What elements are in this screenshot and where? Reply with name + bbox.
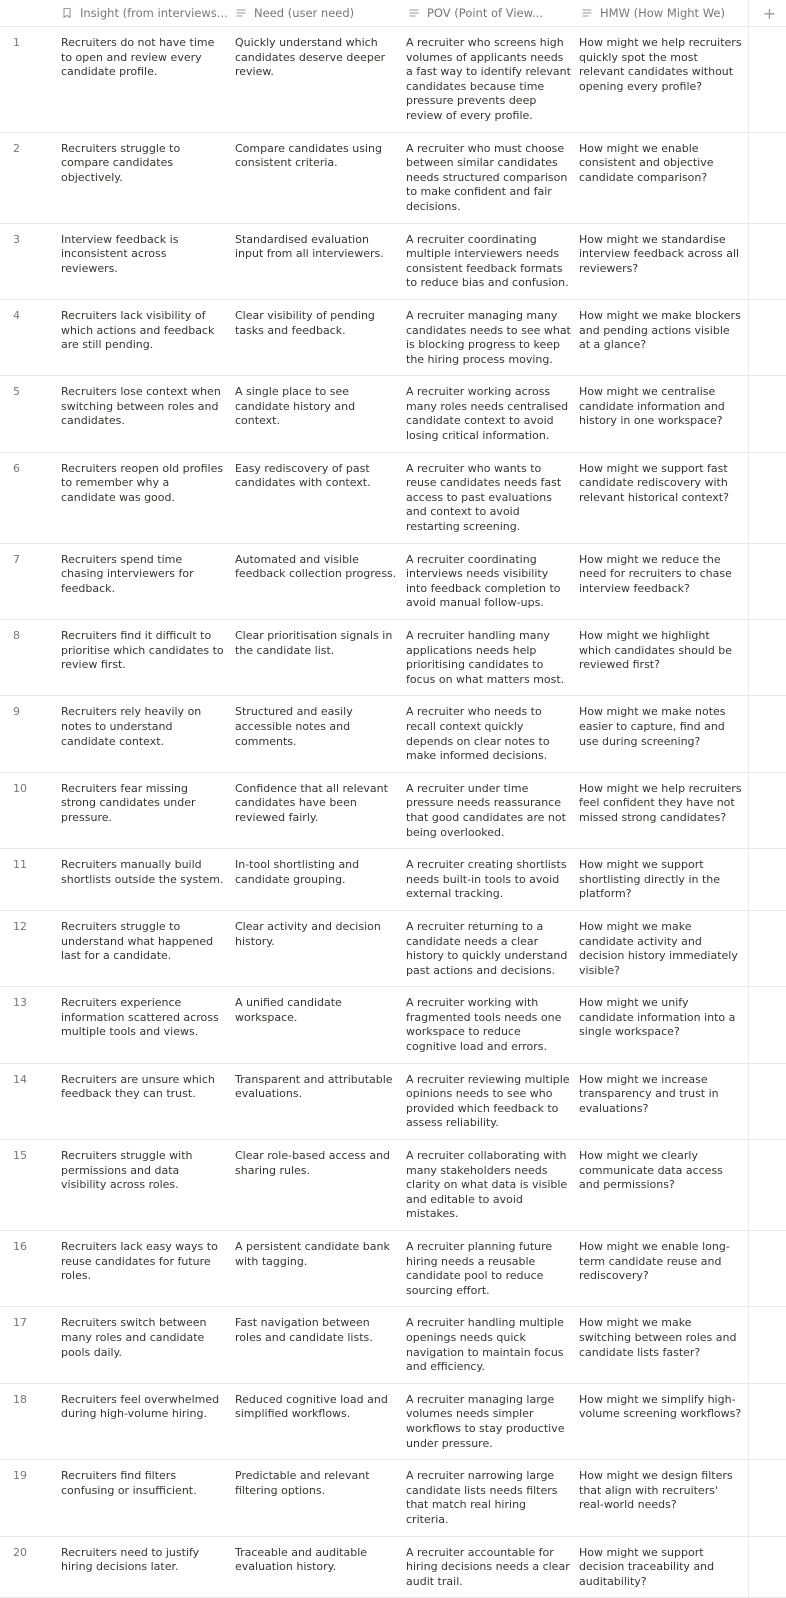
cell-hmw[interactable]: How might we make notes easier to capture, find and use during screening?: [577, 696, 749, 771]
cell-need[interactable]: Automated and visible feedback collection progress.: [231, 544, 404, 619]
add-column-button[interactable]: [749, 0, 786, 26]
cell-need[interactable]: Structured and easily accessible notes and comments.: [231, 696, 404, 771]
table-row[interactable]: [0, 1384, 786, 1460]
table-row[interactable]: [0, 911, 786, 987]
cell-pov[interactable]: A recruiter working across many roles needs centralised candidate context to avoid losing critical information.: [404, 376, 577, 451]
cell-insight[interactable]: Recruiters switch between many roles and candidate pools daily.: [58, 1307, 231, 1382]
row-number: 6: [0, 453, 58, 543]
cell-need[interactable]: Clear visibility of pending tasks and feedback.: [231, 300, 404, 375]
cell-need[interactable]: Quickly understand which candidates deserve deeper review.: [231, 27, 404, 132]
cell-pov[interactable]: A recruiter creating shortlists needs built-in tools to avoid external tracking.: [404, 849, 577, 910]
cell-hmw[interactable]: How might we enable consistent and objective candidate comparison?: [577, 133, 749, 223]
cell-need[interactable]: Traceable and auditable evaluation history.: [231, 1537, 404, 1598]
cell-hmw[interactable]: How might we clearly communicate data access and permissions?: [577, 1140, 749, 1230]
cell-hmw[interactable]: How might we standardise interview feedback across all reviewers?: [577, 224, 749, 299]
row-number: 3: [0, 224, 58, 299]
cell-need[interactable]: Fast navigation between roles and candidate lists.: [231, 1307, 404, 1382]
table-row[interactable]: [0, 1537, 786, 1598]
cell-insight[interactable]: Recruiters do not have time to open and review every candidate profile.: [58, 27, 231, 132]
header-number-column: [0, 0, 58, 26]
cell-need[interactable]: A persistent candidate bank with tagging.: [231, 1231, 404, 1306]
cell-pov[interactable]: A recruiter under time pressure needs reassurance that good candidates are not being overlooked.: [404, 773, 577, 848]
cell-need[interactable]: Clear activity and decision history.: [231, 911, 404, 986]
text-icon: [580, 6, 594, 20]
table-row[interactable]: [0, 300, 786, 376]
row-spacer: [749, 696, 786, 771]
cell-pov[interactable]: A recruiter who must choose between similar candidates needs structured comparison to make confident and fair decisions.: [404, 133, 577, 223]
cell-hmw[interactable]: How might we make blockers and pending actions visible at a glance?: [577, 300, 749, 375]
table-row[interactable]: [0, 224, 786, 300]
cell-insight[interactable]: Recruiters feel overwhelmed during high-volume hiring.: [58, 1384, 231, 1459]
cell-hmw[interactable]: How might we design filters that align with recruiters' real-world needs?: [577, 1460, 749, 1535]
cell-need[interactable]: A single place to see candidate history and context.: [231, 376, 404, 451]
row-spacer: [749, 987, 786, 1062]
column-header-insight[interactable]: [58, 0, 231, 26]
table-row[interactable]: [0, 1064, 786, 1140]
row-spacer: [749, 911, 786, 986]
cell-pov[interactable]: A recruiter managing many candidates needs to see what is blocking progress to keep the hiring process moving.: [404, 300, 577, 375]
cell-hmw[interactable]: How might we reduce the need for recruiters to chase interview feedback?: [577, 544, 749, 619]
cell-hmw[interactable]: How might we make candidate activity and decision history immediately visible?: [577, 911, 749, 986]
table-row[interactable]: [0, 376, 786, 452]
row-spacer: [749, 620, 786, 695]
cell-hmw[interactable]: How might we make switching between roles and candidate lists faster?: [577, 1307, 749, 1382]
cell-pov[interactable]: A recruiter returning to a candidate needs a clear history to quickly understand past actions and decisions.: [404, 911, 577, 986]
cell-pov[interactable]: A recruiter who screens high volumes of applicants needs a fast way to identify relevant candidates because time pressure prevents deep review of every profile.: [404, 27, 577, 132]
row-number: 5: [0, 376, 58, 451]
row-spacer: [749, 544, 786, 619]
row-spacer: [749, 453, 786, 543]
cell-pov[interactable]: A recruiter planning future hiring needs a reusable candidate pool to reduce sourcing effort.: [404, 1231, 577, 1306]
cell-hmw[interactable]: How might we enable long-term candidate reuse and rediscovery?: [577, 1231, 749, 1306]
row-spacer: [749, 376, 786, 451]
row-number: 14: [0, 1064, 58, 1139]
table-row[interactable]: [0, 27, 786, 133]
row-spacer: [749, 133, 786, 223]
cell-pov[interactable]: A recruiter narrowing large candidate lists needs filters that match real hiring criteria.: [404, 1460, 577, 1535]
column-header-need[interactable]: [231, 0, 404, 26]
cell-need[interactable]: Standardised evaluation input from all interviewers.: [231, 224, 404, 299]
cell-need[interactable]: Predictable and relevant filtering options.: [231, 1460, 404, 1535]
cell-need[interactable]: Easy rediscovery of past candidates with context.: [231, 453, 404, 543]
cell-insight[interactable]: Recruiters experience information scattered across multiple tools and views.: [58, 987, 231, 1062]
cell-hmw[interactable]: How might we simplify high-volume screening workflows?: [577, 1384, 749, 1459]
plus-icon[interactable]: +: [753, 0, 786, 26]
row-spacer: [749, 1140, 786, 1230]
column-header-need-label: Need (user need): [254, 6, 354, 20]
cell-insight[interactable]: Recruiters need to justify hiring decisions later.: [58, 1537, 231, 1598]
cell-need[interactable]: A unified candidate workspace.: [231, 987, 404, 1062]
cell-insight[interactable]: Recruiters find it difficult to prioritise which candidates to review first.: [58, 620, 231, 695]
row-number: 17: [0, 1307, 58, 1382]
table-row[interactable]: [0, 1140, 786, 1231]
cell-hmw[interactable]: How might we help recruiters feel confident they have not missed strong candidates?: [577, 773, 749, 848]
table-row[interactable]: [0, 1307, 786, 1383]
column-header-pov[interactable]: [404, 0, 577, 26]
row-spacer: [749, 1460, 786, 1535]
row-number: 13: [0, 987, 58, 1062]
table-row[interactable]: [0, 987, 786, 1063]
cell-insight[interactable]: Interview feedback is inconsistent across reviewers.: [58, 224, 231, 299]
row-spacer: [749, 27, 786, 132]
row-spacer: [749, 1231, 786, 1306]
row-number: 11: [0, 849, 58, 910]
cell-pov[interactable]: A recruiter reviewing multiple opinions needs to see who provided which feedback to assess reliability.: [404, 1064, 577, 1139]
cell-pov[interactable]: A recruiter working with fragmented tools needs one workspace to reduce cognitive load and errors.: [404, 987, 577, 1062]
cell-hmw[interactable]: How might we unify candidate information into a single workspace?: [577, 987, 749, 1062]
cell-hmw[interactable]: How might we support decision traceability and auditability?: [577, 1537, 749, 1598]
row-number: 16: [0, 1231, 58, 1306]
cell-pov[interactable]: A recruiter handling multiple openings needs quick navigation to maintain focus and efficiency.: [404, 1307, 577, 1382]
cell-need[interactable]: Clear role-based access and sharing rules.: [231, 1140, 404, 1230]
row-number: 20: [0, 1537, 58, 1598]
cell-insight[interactable]: Recruiters fear missing strong candidates under pressure.: [58, 773, 231, 848]
row-number: 9: [0, 696, 58, 771]
cell-insight[interactable]: Recruiters manually build shortlists outside the system.: [58, 849, 231, 910]
row-number: 8: [0, 620, 58, 695]
table-row[interactable]: [0, 620, 786, 696]
row-number: 4: [0, 300, 58, 375]
cell-pov[interactable]: A recruiter accountable for hiring decisions needs a clear audit trail.: [404, 1537, 577, 1598]
cell-need[interactable]: Compare candidates using consistent criteria.: [231, 133, 404, 223]
cell-pov[interactable]: A recruiter coordinating interviews needs visibility into feedback completion to avoid manual follow-ups.: [404, 544, 577, 619]
row-number: 1: [0, 27, 58, 132]
cell-pov[interactable]: A recruiter handling many applications needs help prioritising candidates to focus on what matters most.: [404, 620, 577, 695]
cell-insight[interactable]: Recruiters struggle with permissions and data visibility across roles.: [58, 1140, 231, 1230]
table-row[interactable]: [0, 133, 786, 224]
cell-need[interactable]: Reduced cognitive load and simplified workflows.: [231, 1384, 404, 1459]
table-row[interactable]: [0, 773, 786, 849]
cell-hmw[interactable]: How might we help recruiters quickly spot the most relevant candidates without opening every profile?: [577, 27, 749, 132]
column-header-hmw[interactable]: [577, 0, 749, 26]
cell-need[interactable]: Confidence that all relevant candidates have been reviewed fairly.: [231, 773, 404, 848]
table-row[interactable]: [0, 1231, 786, 1307]
column-header-insight-label: Insight (from interviews...: [80, 6, 228, 20]
row-number: 12: [0, 911, 58, 986]
table-row[interactable]: [0, 544, 786, 620]
cell-insight[interactable]: Recruiters are unsure which feedback they can trust.: [58, 1064, 231, 1139]
cell-need[interactable]: Clear prioritisation signals in the candidate list.: [231, 620, 404, 695]
cell-insight[interactable]: Recruiters reopen old profiles to remember why a candidate was good.: [58, 453, 231, 543]
row-spacer: [749, 1307, 786, 1382]
table-body: [0, 27, 786, 1598]
cell-insight[interactable]: Recruiters rely heavily on notes to understand candidate context.: [58, 696, 231, 771]
column-header-pov-label: POV (Point of View...: [427, 6, 543, 20]
row-number: 19: [0, 1460, 58, 1535]
cell-hmw[interactable]: How might we support shortlisting directly in the platform?: [577, 849, 749, 910]
row-spacer: [749, 1384, 786, 1459]
row-number: 18: [0, 1384, 58, 1459]
title-icon: [60, 6, 74, 20]
cell-pov[interactable]: A recruiter coordinating multiple interviewers needs consistent feedback formats to reduce bias and confusion.: [404, 224, 577, 299]
table-row[interactable]: [0, 696, 786, 772]
cell-insight[interactable]: Recruiters find filters confusing or insufficient.: [58, 1460, 231, 1535]
table-row[interactable]: [0, 849, 786, 911]
table-header: [0, 0, 786, 27]
row-number: 2: [0, 133, 58, 223]
cell-insight[interactable]: Recruiters struggle to understand what happened last for a candidate.: [58, 911, 231, 986]
row-number: 10: [0, 773, 58, 848]
cell-pov[interactable]: A recruiter collaborating with many stakeholders needs clarity on what data is visible and editable to avoid mistakes.: [404, 1140, 577, 1230]
table-row[interactable]: [0, 1460, 786, 1536]
cell-insight[interactable]: Recruiters lack easy ways to reuse candidates for future roles.: [58, 1231, 231, 1306]
cell-pov[interactable]: A recruiter managing large volumes needs simpler workflows to stay productive under pressure.: [404, 1384, 577, 1459]
cell-insight[interactable]: Recruiters struggle to compare candidates objectively.: [58, 133, 231, 223]
cell-pov[interactable]: A recruiter who needs to recall context quickly depends on clear notes to make informed decisions.: [404, 696, 577, 771]
cell-hmw[interactable]: How might we increase transparency and trust in evaluations?: [577, 1064, 749, 1139]
text-icon: [234, 6, 248, 20]
cell-hmw[interactable]: How might we centralise candidate information and history in one workspace?: [577, 376, 749, 451]
cell-need[interactable]: Transparent and attributable evaluations.: [231, 1064, 404, 1139]
row-spacer: [749, 773, 786, 848]
cell-insight[interactable]: Recruiters lack visibility of which actions and feedback are still pending.: [58, 300, 231, 375]
row-spacer: [749, 1064, 786, 1139]
row-number: 7: [0, 544, 58, 619]
row-number: 15: [0, 1140, 58, 1230]
row-spacer: [749, 849, 786, 910]
text-icon: [407, 6, 421, 20]
cell-hmw[interactable]: How might we highlight which candidates should be reviewed first?: [577, 620, 749, 695]
table-row[interactable]: [0, 453, 786, 544]
cell-need[interactable]: In-tool shortlisting and candidate grouping.: [231, 849, 404, 910]
row-spacer: [749, 1537, 786, 1598]
row-spacer: [749, 300, 786, 375]
cell-hmw[interactable]: How might we support fast candidate rediscovery with relevant historical context?: [577, 453, 749, 543]
cell-insight[interactable]: Recruiters lose context when switching between roles and candidates.: [58, 376, 231, 451]
column-header-hmw-label: HMW (How Might We): [600, 6, 725, 20]
cell-insight[interactable]: Recruiters spend time chasing interviewers for feedback.: [58, 544, 231, 619]
cell-pov[interactable]: A recruiter who wants to reuse candidates needs fast access to past evaluations and context to avoid restarting screening.: [404, 453, 577, 543]
row-spacer: [749, 224, 786, 299]
